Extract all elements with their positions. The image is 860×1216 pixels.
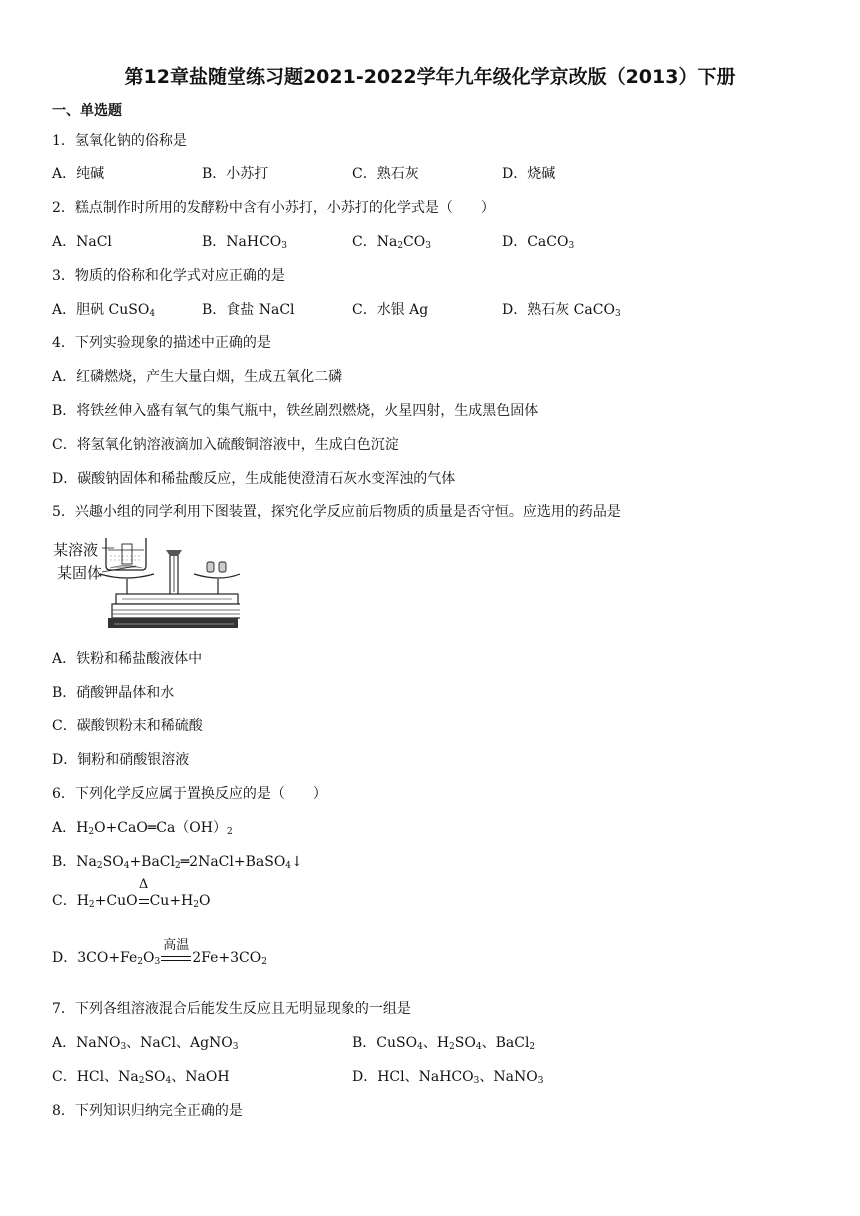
q6-option-b: B．$Na_2SO_4+BaCl_2═2NaCl+BaSO_4↓$ [52, 854, 303, 871]
question-1-stem: 1．氢氧化钠的俗称是 [52, 133, 187, 149]
q4-option-d: D．碳酸钠固体和稀盐酸反应，生成能使澄清石灰水变浑浊的气体 [52, 471, 456, 487]
q4-option-b: B．将铁丝伸入盛有氧气的集气瓶中，铁丝剧烈燃烧，火星四射，生成黑色固体 [52, 403, 539, 419]
question-2-stem: 2．糕点制作时所用的发酵粉中含有小苏打，小苏打的化学式是（ ） [52, 200, 495, 216]
q3-option-b: B．食盐 NaCl [202, 302, 295, 318]
q7-option-b: B．CuSO$_4$、$H_2SO_4$、BaCl$_2$ [352, 1035, 536, 1052]
q4-option-a: A．红磷燃烧，产生大量白烟，生成五氧化二磷 [52, 369, 343, 385]
q1-option-d: D．烧碱 [502, 166, 556, 182]
q6-option-c: C．$H_2+CuO$ Δ $Cu+H_2O$ [52, 877, 211, 910]
q2-option-d: D．CaCO$_3$ [502, 234, 575, 251]
question-3-stem: 3．物质的俗称和化学式对应正确的是 [52, 268, 285, 284]
q6-option-a: A．$H_2O+CaO═Ca(OH)_2$ [52, 820, 233, 837]
q2-option-c: C．$Na_2CO_3$ [352, 234, 431, 251]
label-solid: 某固体 [57, 564, 103, 582]
q4-option-c: C．将氢氧化钠溶液滴加入硫酸铜溶液中，生成白色沉淀 [52, 437, 399, 453]
q5-option-c: C．碳酸钡粉末和稀硫酸 [52, 718, 203, 734]
section-heading: 一、单选题 [52, 103, 122, 119]
q5-option-b: B．硝酸钾晶体和水 [52, 685, 175, 701]
q1-option-a: A．纯碱 [52, 166, 105, 182]
q1-option-c: C．熟石灰 [352, 166, 419, 182]
q5-option-d: D．铜粉和硝酸银溶液 [52, 752, 190, 768]
balance-apparatus-figure [50, 536, 240, 636]
question-8-stem: 8．下列知识归纳完全正确的是 [52, 1103, 243, 1119]
q3-option-a: A．胆矾 CuSO$_4$ [52, 302, 156, 319]
q7-option-d: D．HCl、NaHCO$_3$、NaNO$_3$ [352, 1069, 544, 1086]
question-5-stem: 5．兴趣小组的同学利用下图装置，探究化学反应前后物质的质量是否守恒。应选用的药品是 [52, 504, 621, 520]
question-4-stem: 4．下列实验现象的描述中正确的是 [52, 335, 271, 351]
q3-option-d: D．熟石灰 CaCO$_3$ [502, 302, 621, 319]
page-title: 第12章盐随堂练习题2021-2022学年九年级化学京改版（2013）下册 [124, 66, 736, 88]
q7-option-a: A．NaNO$_3$、NaCl、AgNO$_3$ [52, 1035, 239, 1052]
q2-option-a: A．NaCl [52, 234, 112, 250]
q5-option-a: A．铁粉和稀盐酸液体中 [52, 651, 203, 667]
heat-condition-equals: Δ [138, 893, 150, 909]
q1-option-b: B．小苏打 [202, 166, 269, 182]
question-7-stem: 7．下列各组溶液混合后能发生反应且无明显现象的一组是 [52, 1001, 411, 1017]
label-solution: 某溶液 [53, 541, 99, 559]
q7-option-c: C．HCl、$Na_2SO_4$、NaOH [52, 1069, 230, 1086]
high-temperature-condition-equals: 高温 [160, 950, 192, 966]
q3-option-c: C．水银 Ag [352, 302, 429, 318]
question-6-stem: 6．下列化学反应属于置换反应的是（ ） [52, 786, 327, 802]
q2-option-b: B．NaHCO$_3$ [202, 234, 288, 251]
q6-option-d: D．$3CO+Fe_2O_3$ 高温 $2Fe+3CO_2$ [52, 938, 267, 967]
